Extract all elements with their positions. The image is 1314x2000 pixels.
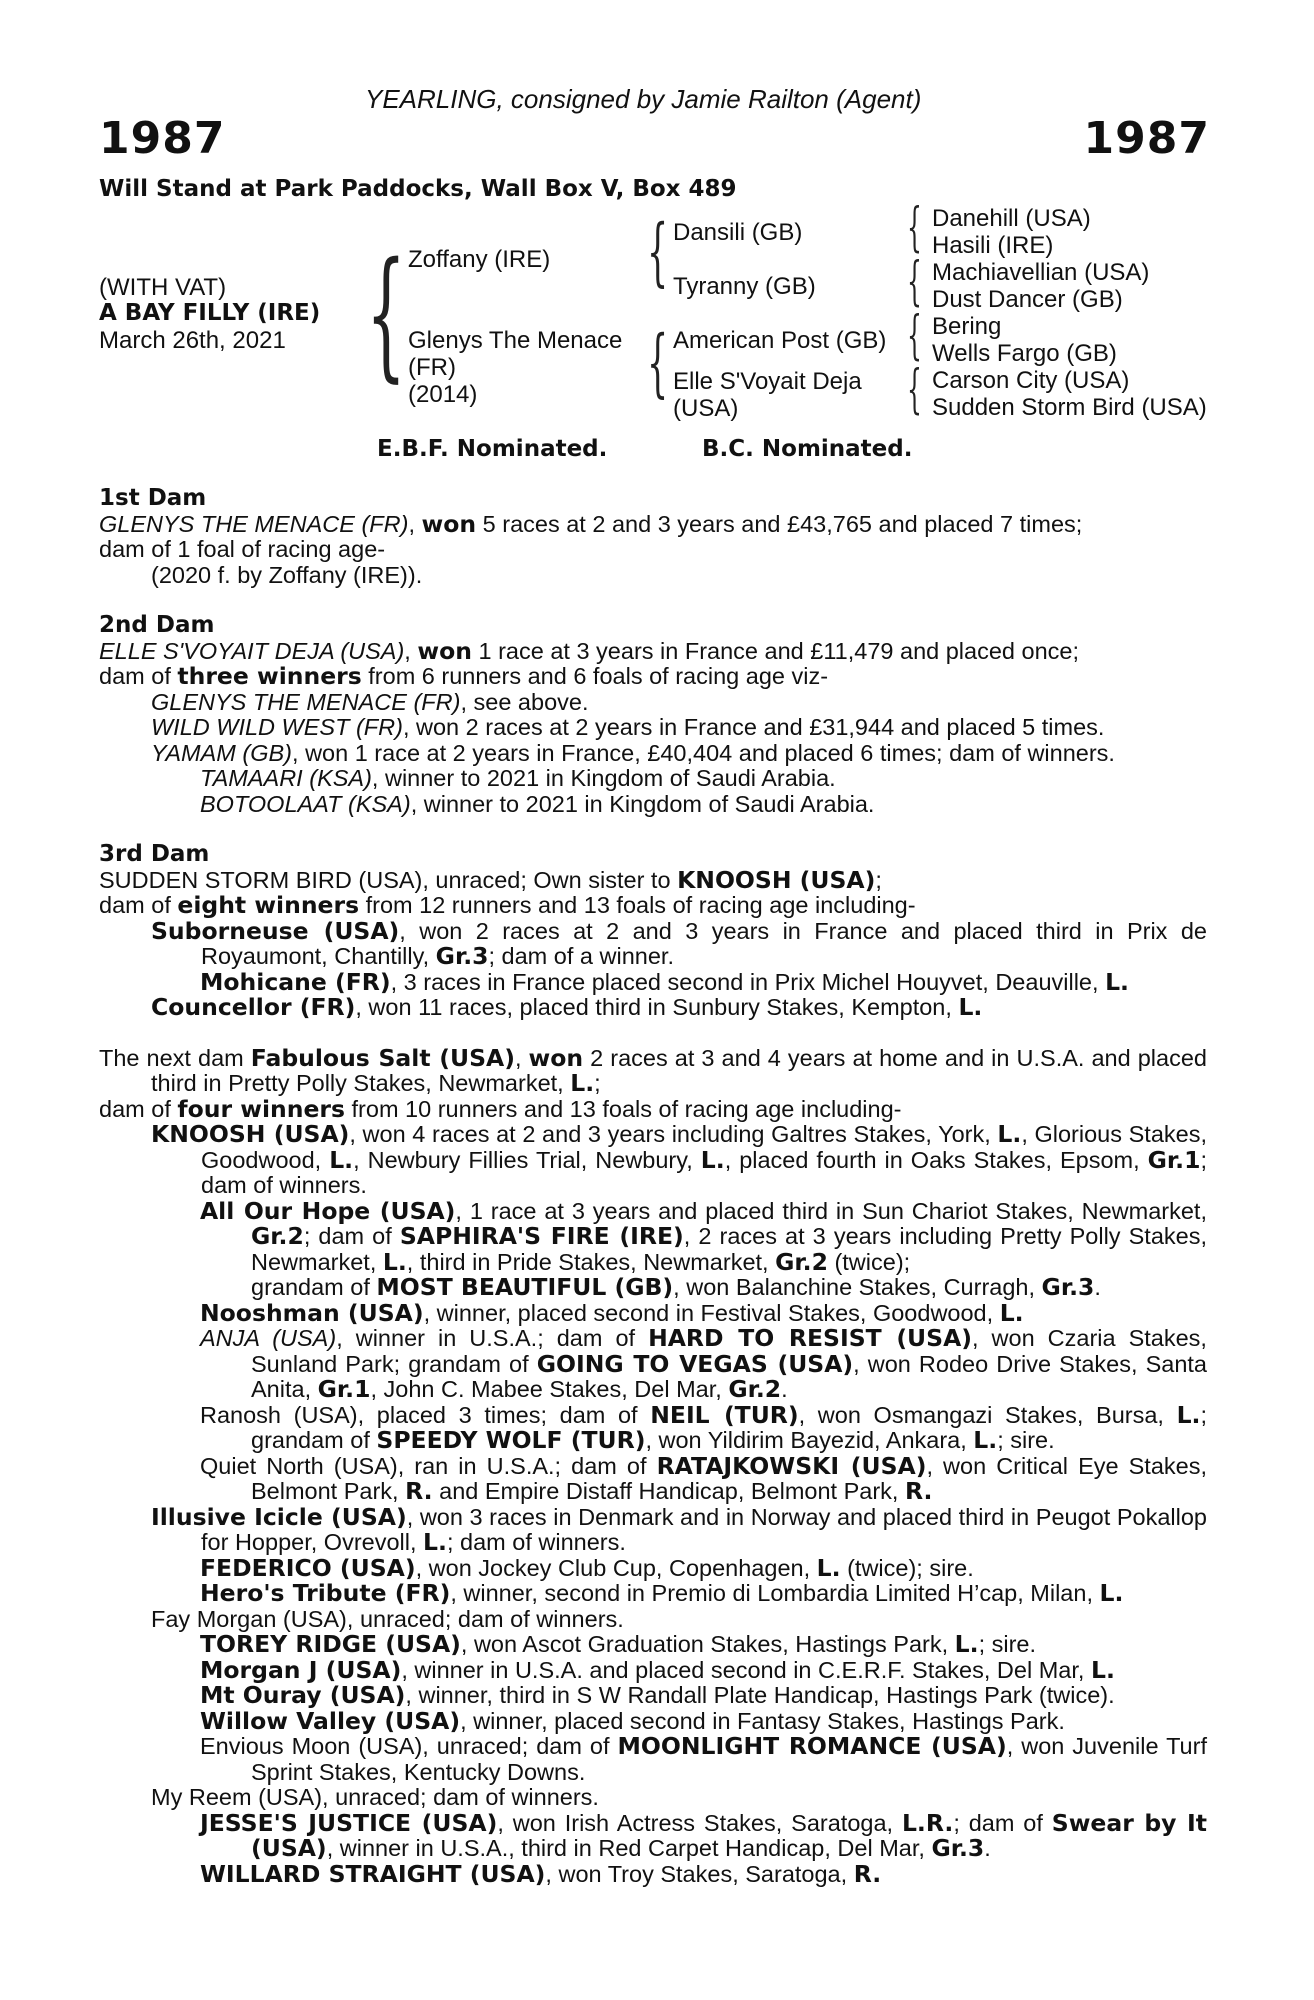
dam-sire: American Post (GB) [673,327,887,354]
second-dam-produce: dam of three winners from 6 runners and 6 foals of racing age viz- [99,662,829,690]
horse-dob: March 26th, 2021 [99,327,286,354]
list-item: KNOOSH (USA), won 4 races at 2 and 3 years including Galtres Stakes, York, L., Glorious Stakes, Goodwood, L., Newbury Fillies Trial, Newbury, L., placed fourth in Oaks Stakes, Epsom, Gr.1; dam of winners. [151,1120,1207,1198]
list-item: Nooshman (USA), winner, placed second in Festival Stakes, Goodwood, L. [200,1298,1024,1327]
second-dam-record-text: 1 race at 3 years in France and £11,479 and placed once; [471,637,1080,664]
won-label: won [421,509,477,538]
first-dam-name: GLENYS THE MENACE (FR) [99,510,409,537]
list-item: Ranosh (USA), placed 3 times; dam of NEIL (TUR), won Osmangazi Stakes, Bursa, L.; grandam of SPEEDY WOLF (TUR), won Yildirim Bayezid, Ankara, L.; sire. [200,1400,1208,1454]
brace-dam: { [647,320,669,406]
list-item: Mt Ouray (USA), winner, third in S W Randall Plate Handicap, Hastings Park (twice). [200,1681,1115,1709]
list-item: GLENYS THE MENACE (FR), see above. [151,688,589,715]
brace-ggp-4: { [907,360,922,420]
dam-dam-line2: (USA) [673,395,739,422]
sire-sire: Dansili (GB) [673,219,803,246]
vat-note: (WITH VAT) [99,274,227,301]
brace-sire: { [647,209,669,295]
first-dam-foal-1: (2020 f. by Zoffany (IRE)). [151,561,423,588]
second-dam-record: ELLE S'VOYAIT DEJA (USA), won 1 race at 3 years in France and £11,479 and placed once; [99,636,1080,665]
dam-name-line2: (FR) [408,354,456,381]
brace-ggp-1: { [907,198,922,258]
first-dam-heading: 1st Dam [99,485,207,511]
dam-dam-line1: Elle S'Voyait Deja [673,368,862,395]
list-item: Quiet North (USA), ran in U.S.A.; dam of RATAJKOWSKI (USA), won Critical Eye Stakes, Belmont Park, R. and Empire Distaff Handicap, Belmont Park, R. [200,1451,1207,1505]
second-dam-heading: 2nd Dam [99,612,215,638]
list-item: WILD WILD WEST (FR), won 2 races at 2 years in France and £31,944 and placed 5 times. [151,714,1105,740]
bc-nomination: B.C. Nominated. [702,436,913,462]
won-label: won [417,636,472,665]
third-dam-produce: dam of eight winners from 12 runners and 13 foals of racing age including- [99,891,916,919]
sire-name: Zoffany (IRE) [408,246,551,273]
dam-name-line1: Glenys The Menace [408,327,623,354]
list-item: YAMAM (GB), won 1 race at 2 years in France, £40,404 and placed 6 times; dam of winners. [151,739,1115,766]
dam-name-line3: (2014) [408,381,478,408]
list-item: Willow Valley (USA), winner, placed second in Fantasy Stakes, Hastings Park. [200,1706,1065,1735]
ggp-7: Carson City (USA) [932,367,1130,394]
stand-location: Will Stand at Park Paddocks, Wall Box V, Box 489 [99,176,737,202]
ggp-8: Sudden Storm Bird (USA) [932,394,1207,421]
list-item: TAMAARI (KSA), winner to 2021 in Kingdom of Saudi Arabia. [200,765,836,791]
list-item: Hero's Tribute (FR), winner, second in Premio di Lombardia Limited H’cap, Milan, L. [200,1579,1124,1607]
list-item: Illusive Icicle (USA), won 3 races in Denmark and in Norway and placed third in Peugot Pokallop for Hopper, Ovrevoll, L.; dam of winners. [151,1502,1207,1556]
list-item: FEDERICO (USA), won Jockey Club Cup, Copenhagen, L. (twice); sire. [200,1553,974,1582]
ggp-6: Wells Fargo (GB) [932,340,1117,367]
list-item: TOREY RIDGE (USA), won Ascot Graduation Stakes, Hastings Park, L.; sire. [200,1630,1037,1658]
third-dam-record: SUDDEN STORM BIRD (USA), unraced; Own sister to KNOOSH (USA); [99,865,882,894]
ggp-5: Bering [932,313,1002,340]
ggp-3: Machiavellian (USA) [932,259,1150,286]
first-dam-record-text: 5 races at 2 and 3 years and £43,765 and placed 7 times; [476,510,1083,537]
sire-dam: Tyranny (GB) [673,273,816,300]
next-dam-record: The next dam Fabulous Salt (USA), won 2 races at 3 and 4 years at home and in U.S.A. and placed third in Pretty Polly Stakes, Newmarket, L.; [99,1043,1207,1097]
list-item: Morgan J (USA), winner in U.S.A. and placed second in C.E.R.F. Stakes, Del Mar, L. [200,1655,1115,1684]
list-item: ANJA (USA), winner in U.S.A.; dam of HARD TO RESIST (USA), won Czaria Stakes, Sunland Park; grandam of GOING TO VEGAS (USA), won Rodeo Drive Stakes, Santa Anita, Gr.1, John C. Mabee Stakes, Del Mar, Gr.2. [200,1324,1207,1403]
consignor-line: YEARLING, consigned by Jamie Railton (Agent) [365,84,922,114]
ebf-nomination: E.B.F. Nominated. [377,436,608,462]
ggp-4: Dust Dancer (GB) [932,286,1123,313]
list-item: Mohicane (FR), 3 races in France placed second in Prix Michel Houyvet, Deauville, L. [200,967,1129,996]
third-dam-heading: 3rd Dam [99,841,210,867]
next-dam-produce: dam of four winners from 10 runners and 13 foals of racing age including- [99,1094,902,1123]
list-item: Envious Moon (USA), unraced; dam of MOONLIGHT ROMANCE (USA), won Juvenile Turf Sprint Stakes, Kentucky Downs. [200,1732,1207,1785]
list-item: WILLARD STRAIGHT (USA), won Troy Stakes, Saratoga, R. [200,1859,882,1888]
list-item: BOTOOLAAT (KSA), winner to 2021 in Kingdom of Saudi Arabia. [200,790,875,817]
first-dam-record: GLENYS THE MENACE (FR), won 5 races at 2 and 3 years and £43,765 and placed 7 times; [99,509,1083,538]
first-dam-foals: dam of 1 foal of racing age- [99,536,386,562]
list-item: All Our Hope (USA), 1 race at 3 years and placed third in Sun Chariot Stakes, Newmarket, Gr.2; dam of SAPHIRA'S FIRE (IRE), 2 races at 3 years including Pretty Polly Stakes, Newmarket, L., third in Pride Stakes, Newmarket, Gr.2 (twice); grandam of MOST BEAUTIFUL (GB), won Balanchine Stakes, Curragh, Gr.3. [200,1196,1207,1301]
horse-name: A BAY FILLY (IRE) [99,300,321,326]
catalogue-body [99,486,1207,1887]
list-item: Councellor (FR), won 11 races, placed third in Sunbury Stakes, Kempton, L. [151,993,983,1021]
brace-ggp-3: { [907,306,922,366]
list-item: My Reem (USA), unraced; dam of winners. [151,1784,599,1810]
brace-ggp-2: { [907,252,922,312]
ggp-2: Hasili (IRE) [932,232,1054,259]
ggp-1: Danehill (USA) [932,205,1091,232]
list-item: Fay Morgan (USA), unraced; dam of winners. [151,1605,624,1632]
winners-count: three winners [177,662,362,690]
second-dam-name: ELLE S'VOYAIT DEJA (USA) [99,637,405,664]
list-item: Suborneuse (USA), won 2 races at 2 and 3 years in France and placed third in Prix de Royaumont, Chantilly, Gr.3; dam of a winner. [151,916,1207,970]
lot-number-left: 1987 [99,113,226,164]
list-item: JESSE'S JUSTICE (USA), won Irish Actress Stakes, Saratoga, L.R.; dam of Swear by It (USA), winner in U.S.A., third in Red Carpet Handicap, Del Mar, Gr.3. [200,1808,1207,1862]
lot-number-right: 1987 [1083,113,1210,164]
brace-main: { [366,233,407,396]
